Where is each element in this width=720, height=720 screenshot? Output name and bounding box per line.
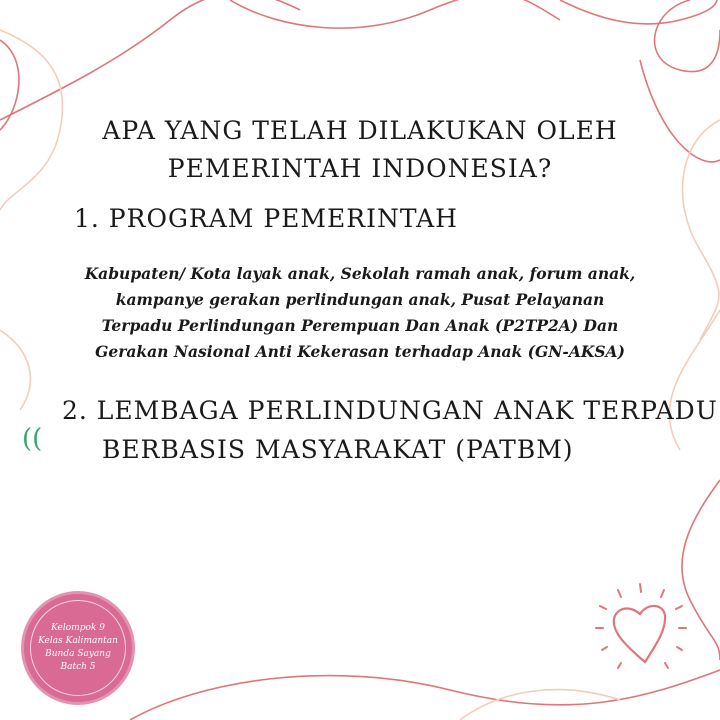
- badge-text: [30, 600, 126, 696]
- page-title: [0, 112, 720, 188]
- badge-line-1: Kelompok 9: [51, 623, 105, 633]
- badge-line-4: Batch 5: [60, 662, 96, 672]
- section-1-heading: 1. PROGRAM PEMERINTAH: [74, 204, 458, 233]
- group-badge: [24, 594, 132, 702]
- title-line-1: APA YANG TELAH DILAKUKAN OLEH: [102, 116, 618, 145]
- heart-icon: [614, 606, 665, 662]
- badge-line-3: Bunda Sayang: [45, 649, 111, 659]
- badge-line-2: Kelas Kalimantan: [38, 636, 118, 646]
- body-line-3: Terpadu Perlindungan Perempuan Dan Anak (P2TP2A) Dan: [101, 316, 619, 335]
- body-line-1: Kabupaten/ Kota layak anak, Sekolah ramah anak, forum anak,: [84, 264, 636, 283]
- body-line-2: kampanye gerakan perlindungan anak, Pusat Pelayanan: [115, 290, 605, 309]
- section-2-heading-line-1: 2. LEMBAGA PERLINDUNGAN ANAK TERPADU: [62, 396, 718, 425]
- body-line-4: Gerakan Nasional Anti Kekerasan terhadap Anak (GN-AKSA): [95, 342, 625, 361]
- section-1-body: [40, 261, 680, 365]
- title-line-2: PEMERINTAH INDONESIA?: [167, 154, 553, 183]
- quote-mark-icon: ((: [22, 424, 43, 454]
- section-2-heading-line-2: BERBASIS MASYARAKAT (PATBM): [102, 435, 574, 464]
